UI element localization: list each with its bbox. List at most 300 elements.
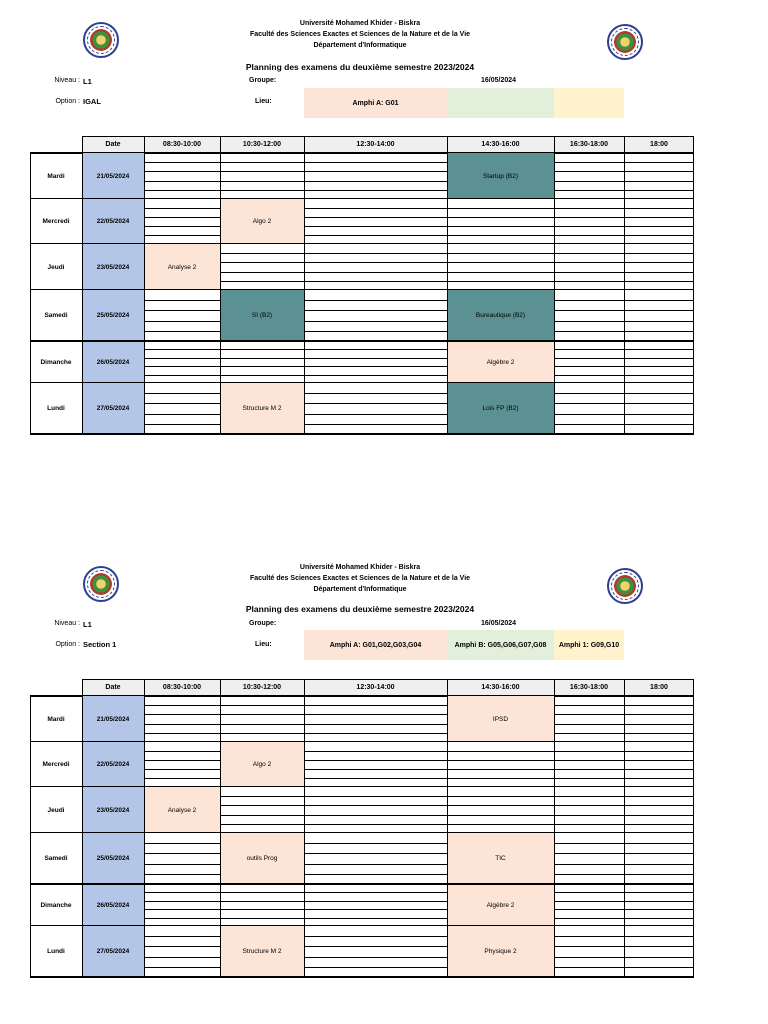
sub-row-line bbox=[554, 751, 624, 752]
sub-row-line bbox=[624, 805, 694, 806]
lieu-amphi-a: Amphi A: G01,G02,G03,G04 bbox=[304, 630, 447, 660]
sub-row-line bbox=[554, 321, 624, 322]
sub-row-line bbox=[624, 272, 694, 273]
sub-row-line bbox=[144, 358, 220, 359]
sub-row-line bbox=[447, 262, 554, 263]
sub-row-line bbox=[554, 946, 624, 947]
sub-row-line bbox=[624, 769, 694, 770]
exam-cell: Physique 2 bbox=[447, 926, 554, 977]
sub-row-line bbox=[624, 901, 694, 902]
row-separator bbox=[30, 925, 694, 926]
sub-row-line bbox=[304, 366, 447, 367]
sub-row-line bbox=[220, 349, 304, 350]
sub-row-line bbox=[624, 235, 694, 236]
sub-row-line bbox=[624, 892, 694, 893]
exam-cell: Algo 2 bbox=[220, 199, 304, 244]
sub-row-line bbox=[624, 967, 694, 968]
sub-row-line bbox=[624, 714, 694, 715]
sub-row-line bbox=[624, 310, 694, 311]
sub-row-line bbox=[220, 162, 304, 163]
day-date: 21/05/2024 bbox=[82, 153, 144, 199]
sub-row-line bbox=[304, 705, 447, 706]
sub-row-line bbox=[554, 936, 624, 937]
sub-row-line bbox=[304, 946, 447, 947]
sub-row-line bbox=[624, 760, 694, 761]
exam-cell: TIC bbox=[447, 833, 554, 884]
sub-row-line bbox=[554, 733, 624, 734]
sub-row-line bbox=[554, 349, 624, 350]
sub-row-line bbox=[554, 843, 624, 844]
university-logo-right-icon bbox=[607, 568, 643, 604]
sub-row-line bbox=[144, 366, 220, 367]
row-separator bbox=[30, 976, 694, 978]
column-border bbox=[82, 136, 83, 434]
sub-row-line bbox=[220, 181, 304, 182]
exam-schedule-table bbox=[30, 136, 694, 434]
day-date: 26/05/2024 bbox=[82, 884, 144, 926]
sub-row-line bbox=[304, 967, 447, 968]
department-name: Département d'Informatique bbox=[313, 42, 407, 49]
day-date: 25/05/2024 bbox=[82, 290, 144, 341]
column-border bbox=[304, 679, 305, 977]
sub-row-line bbox=[624, 208, 694, 209]
sub-row-line bbox=[144, 909, 220, 910]
sub-row-line bbox=[447, 815, 554, 816]
column-header: 08:30-10:00 bbox=[144, 136, 220, 153]
sub-row-line bbox=[554, 253, 624, 254]
column-border bbox=[447, 679, 448, 977]
column-header: 14:30-16:00 bbox=[447, 136, 554, 153]
exam-cell: SI (B2) bbox=[220, 290, 304, 341]
column-header: 12:30-14:00 bbox=[304, 136, 447, 153]
sub-row-line bbox=[144, 705, 220, 706]
sub-row-line bbox=[447, 824, 554, 825]
sub-row-line bbox=[220, 918, 304, 919]
page-title: Planning des examens du deuxième semestre 2023/2024 bbox=[245, 604, 475, 614]
row-separator bbox=[30, 289, 694, 290]
sub-row-line bbox=[554, 393, 624, 394]
sub-row-line bbox=[554, 769, 624, 770]
sub-row-line bbox=[304, 253, 447, 254]
sub-row-line bbox=[220, 815, 304, 816]
sub-row-line bbox=[624, 226, 694, 227]
sub-row-line bbox=[447, 208, 554, 209]
sub-row-line bbox=[624, 217, 694, 218]
sub-row-line bbox=[624, 918, 694, 919]
sub-row-line bbox=[220, 171, 304, 172]
sub-row-line bbox=[304, 393, 447, 394]
sub-row-line bbox=[624, 751, 694, 752]
sub-row-line bbox=[624, 366, 694, 367]
sub-row-line bbox=[144, 760, 220, 761]
sub-row-line bbox=[304, 874, 447, 875]
sub-row-line bbox=[304, 843, 447, 844]
page-title: Planning des examens du deuxième semestre 2023/2024 bbox=[245, 62, 475, 72]
sub-row-line bbox=[144, 403, 220, 404]
department-name: Département d'Informatique bbox=[313, 586, 407, 593]
sub-row-line bbox=[304, 403, 447, 404]
exam-cell: Structure M 2 bbox=[220, 926, 304, 977]
sub-row-line bbox=[304, 760, 447, 761]
schedule-block-2 bbox=[0, 544, 768, 984]
sub-row-line bbox=[554, 171, 624, 172]
sub-row-line bbox=[624, 778, 694, 779]
sub-row-line bbox=[144, 424, 220, 425]
sub-row-line bbox=[304, 235, 447, 236]
niveau-value: L1 bbox=[83, 620, 92, 629]
sub-row-line bbox=[447, 226, 554, 227]
exam-cell: Algèbre 2 bbox=[447, 884, 554, 926]
exam-cell: Bureautique (B2) bbox=[447, 290, 554, 341]
sub-row-line bbox=[304, 281, 447, 282]
sub-row-line bbox=[304, 171, 447, 172]
university-logo-left-icon bbox=[83, 22, 119, 58]
sub-row-line bbox=[144, 892, 220, 893]
day-date: 27/05/2024 bbox=[82, 926, 144, 977]
exam-cell: Analyse 2 bbox=[144, 244, 220, 290]
column-header: 16:30-18:00 bbox=[554, 679, 624, 696]
sub-row-line bbox=[220, 190, 304, 191]
sub-row-line bbox=[304, 190, 447, 191]
sub-row-line bbox=[624, 843, 694, 844]
column-border bbox=[30, 696, 31, 977]
sub-row-line bbox=[624, 414, 694, 415]
row-separator bbox=[30, 883, 694, 885]
column-border bbox=[693, 679, 694, 977]
option-value: IGAL bbox=[83, 97, 101, 106]
sub-row-line bbox=[624, 864, 694, 865]
sub-row-line bbox=[144, 310, 220, 311]
sub-row-line bbox=[304, 769, 447, 770]
sub-row-line bbox=[304, 957, 447, 958]
sub-row-line bbox=[144, 901, 220, 902]
sub-row-line bbox=[304, 853, 447, 854]
column-border bbox=[554, 136, 555, 434]
day-name: Mercredi bbox=[42, 761, 70, 768]
sub-row-line bbox=[144, 235, 220, 236]
sub-row-line bbox=[304, 217, 447, 218]
sub-row-line bbox=[624, 190, 694, 191]
lieu-amphi-1: Amphi 1: G09,G10 bbox=[554, 630, 624, 660]
sub-row-line bbox=[304, 815, 447, 816]
sub-row-line bbox=[144, 724, 220, 725]
sub-row-line bbox=[554, 375, 624, 376]
day-name: Samedi bbox=[44, 312, 68, 319]
sub-row-line bbox=[624, 358, 694, 359]
day-name: Jeudi bbox=[47, 806, 65, 814]
faculty-name: Faculté des Sciences Exactes et Sciences de la Nature et de la Vie bbox=[249, 31, 471, 38]
row-separator bbox=[30, 786, 694, 787]
column-header: 12:30-14:00 bbox=[304, 679, 447, 696]
sub-row-line bbox=[304, 796, 447, 797]
sub-row-line bbox=[144, 181, 220, 182]
sub-row-line bbox=[144, 393, 220, 394]
sub-row-line bbox=[304, 226, 447, 227]
sub-row-line bbox=[144, 733, 220, 734]
sub-row-line bbox=[304, 805, 447, 806]
sub-row-line bbox=[554, 967, 624, 968]
sub-row-line bbox=[220, 892, 304, 893]
sub-row-line bbox=[220, 901, 304, 902]
sub-row-line bbox=[144, 874, 220, 875]
sub-row-line bbox=[144, 967, 220, 968]
sub-row-line bbox=[220, 796, 304, 797]
sub-row-line bbox=[624, 393, 694, 394]
sub-row-line bbox=[220, 733, 304, 734]
sub-row-line bbox=[304, 724, 447, 725]
sub-row-line bbox=[144, 778, 220, 779]
university-name: Université Mohamed Khider - Biskra bbox=[299, 564, 421, 571]
day-name: Jeudi bbox=[47, 263, 65, 271]
document-date: 16/05/2024 bbox=[481, 77, 517, 84]
sub-row-line bbox=[144, 226, 220, 227]
sub-row-line bbox=[554, 778, 624, 779]
sub-row-line bbox=[624, 957, 694, 958]
document-date: 16/05/2024 bbox=[481, 620, 517, 627]
sub-row-line bbox=[304, 424, 447, 425]
sub-row-line bbox=[144, 946, 220, 947]
sub-row-line bbox=[304, 414, 447, 415]
column-header: 18:00 bbox=[624, 136, 694, 153]
sub-row-line bbox=[220, 824, 304, 825]
niveau-label: Niveau : bbox=[54, 77, 80, 84]
sub-row-line bbox=[304, 936, 447, 937]
lieu-row bbox=[0, 630, 768, 660]
day-name: Mardi bbox=[47, 715, 65, 723]
column-border bbox=[220, 679, 221, 977]
sub-row-line bbox=[624, 349, 694, 350]
university-logo-left-icon bbox=[83, 566, 119, 602]
sub-row-line bbox=[447, 769, 554, 770]
sub-row-line bbox=[447, 235, 554, 236]
row-separator bbox=[30, 832, 694, 833]
lieu-label: Lieu: bbox=[255, 98, 272, 105]
sub-row-line bbox=[144, 321, 220, 322]
sub-row-line bbox=[220, 272, 304, 273]
sub-row-line bbox=[144, 171, 220, 172]
sub-row-line bbox=[447, 796, 554, 797]
column-border bbox=[447, 136, 448, 434]
sub-row-line bbox=[554, 892, 624, 893]
option-label: Option : bbox=[55, 641, 80, 648]
sub-row-line bbox=[554, 226, 624, 227]
sub-row-line bbox=[304, 181, 447, 182]
sub-row-line bbox=[554, 300, 624, 301]
sub-row-line bbox=[554, 901, 624, 902]
sub-row-line bbox=[554, 815, 624, 816]
column-border bbox=[144, 136, 145, 434]
sub-row-line bbox=[144, 300, 220, 301]
sub-row-line bbox=[624, 300, 694, 301]
sub-row-line bbox=[304, 310, 447, 311]
sub-row-line bbox=[554, 724, 624, 725]
sub-row-line bbox=[220, 909, 304, 910]
sub-row-line bbox=[624, 946, 694, 947]
sub-row-line bbox=[554, 760, 624, 761]
exam-cell: Analyse 2 bbox=[144, 787, 220, 833]
niveau-label: Niveau : bbox=[54, 620, 80, 627]
column-border bbox=[220, 136, 221, 434]
sub-row-line bbox=[554, 262, 624, 263]
sub-row-line bbox=[304, 778, 447, 779]
column-border bbox=[144, 679, 145, 977]
sub-row-line bbox=[144, 918, 220, 919]
sub-row-line bbox=[554, 190, 624, 191]
sub-row-line bbox=[220, 262, 304, 263]
sub-row-line bbox=[447, 253, 554, 254]
sub-row-line bbox=[144, 375, 220, 376]
sub-row-line bbox=[554, 331, 624, 332]
day-name: Dimanche bbox=[40, 358, 72, 366]
day-date: 21/05/2024 bbox=[82, 696, 144, 742]
sub-row-line bbox=[554, 853, 624, 854]
header-top-border bbox=[82, 679, 694, 680]
sub-row-line bbox=[220, 805, 304, 806]
day-name: Lundi bbox=[47, 405, 65, 412]
column-header: 08:30-10:00 bbox=[144, 679, 220, 696]
sub-row-line bbox=[144, 864, 220, 865]
sub-row-line bbox=[304, 349, 447, 350]
column-header: 10:30-12:00 bbox=[220, 136, 304, 153]
sub-row-line bbox=[624, 262, 694, 263]
exam-cell: Algèbre 2 bbox=[447, 341, 554, 383]
sub-row-line bbox=[144, 936, 220, 937]
groupe-label: Groupe: bbox=[249, 77, 277, 84]
sub-row-line bbox=[554, 909, 624, 910]
exam-cell: Structure M 2 bbox=[220, 383, 304, 434]
sub-row-line bbox=[304, 300, 447, 301]
sub-row-line bbox=[144, 331, 220, 332]
sub-row-line bbox=[624, 181, 694, 182]
sub-row-line bbox=[144, 414, 220, 415]
sub-row-line bbox=[624, 733, 694, 734]
sub-row-line bbox=[304, 262, 447, 263]
column-border bbox=[624, 679, 625, 977]
sub-row-line bbox=[554, 281, 624, 282]
sub-row-line bbox=[554, 714, 624, 715]
sub-row-line bbox=[554, 824, 624, 825]
sub-row-line bbox=[624, 705, 694, 706]
sub-row-line bbox=[144, 162, 220, 163]
lieu-amphi-1 bbox=[554, 88, 624, 118]
sub-row-line bbox=[220, 724, 304, 725]
sub-row-line bbox=[554, 864, 624, 865]
sub-row-line bbox=[447, 760, 554, 761]
sub-row-line bbox=[554, 414, 624, 415]
university-logo-right-icon bbox=[607, 24, 643, 60]
row-separator bbox=[30, 741, 694, 742]
exam-cell: Algo 2 bbox=[220, 742, 304, 787]
sub-row-line bbox=[144, 957, 220, 958]
row-separator bbox=[30, 243, 694, 244]
sub-row-line bbox=[220, 366, 304, 367]
sub-row-line bbox=[554, 957, 624, 958]
sub-row-line bbox=[624, 171, 694, 172]
sub-row-line bbox=[554, 162, 624, 163]
sub-row-line bbox=[624, 874, 694, 875]
sub-row-line bbox=[554, 310, 624, 311]
sub-row-line bbox=[447, 217, 554, 218]
sub-row-line bbox=[144, 853, 220, 854]
sub-row-line bbox=[554, 181, 624, 182]
sub-row-line bbox=[554, 358, 624, 359]
sub-row-line bbox=[624, 403, 694, 404]
sub-row-line bbox=[144, 714, 220, 715]
sub-row-line bbox=[220, 358, 304, 359]
sub-row-line bbox=[624, 936, 694, 937]
sub-row-line bbox=[304, 892, 447, 893]
sub-row-line bbox=[304, 901, 447, 902]
sub-row-line bbox=[554, 424, 624, 425]
sub-row-line bbox=[624, 375, 694, 376]
sub-row-line bbox=[624, 815, 694, 816]
column-border bbox=[304, 136, 305, 434]
sub-row-line bbox=[624, 824, 694, 825]
sub-row-line bbox=[304, 909, 447, 910]
row-separator bbox=[30, 382, 694, 383]
sub-row-line bbox=[220, 375, 304, 376]
day-date: 27/05/2024 bbox=[82, 383, 144, 434]
sub-row-line bbox=[554, 918, 624, 919]
sub-row-line bbox=[220, 281, 304, 282]
sub-row-line bbox=[554, 403, 624, 404]
day-name: Mardi bbox=[47, 172, 65, 180]
sub-row-line bbox=[624, 331, 694, 332]
groupe-label: Groupe: bbox=[249, 620, 277, 627]
sub-row-line bbox=[554, 208, 624, 209]
sub-row-line bbox=[220, 705, 304, 706]
exam-cell: Lois FP (B2) bbox=[447, 383, 554, 434]
exam-schedule-table bbox=[30, 679, 694, 977]
sub-row-line bbox=[624, 909, 694, 910]
column-header: 16:30-18:00 bbox=[554, 136, 624, 153]
column-header: 14:30-16:00 bbox=[447, 679, 554, 696]
sub-row-line bbox=[304, 358, 447, 359]
exam-cell: Startup (B2) bbox=[447, 153, 554, 199]
day-date: 22/05/2024 bbox=[82, 742, 144, 787]
column-border bbox=[82, 679, 83, 977]
column-border bbox=[693, 136, 694, 434]
sub-row-line bbox=[554, 366, 624, 367]
exam-cell: IPSD bbox=[447, 696, 554, 742]
faculty-name: Faculté des Sciences Exactes et Sciences de la Nature et de la Vie bbox=[249, 575, 471, 582]
sub-row-line bbox=[304, 208, 447, 209]
sub-row-line bbox=[304, 331, 447, 332]
day-name: Mercredi bbox=[42, 218, 70, 225]
sub-row-line bbox=[304, 733, 447, 734]
day-date: 25/05/2024 bbox=[82, 833, 144, 884]
column-header: 10:30-12:00 bbox=[220, 679, 304, 696]
sub-row-line bbox=[304, 375, 447, 376]
sub-row-line bbox=[624, 281, 694, 282]
sub-row-line bbox=[220, 714, 304, 715]
column-border bbox=[624, 136, 625, 434]
sub-row-line bbox=[220, 253, 304, 254]
sub-row-line bbox=[447, 281, 554, 282]
sub-row-line bbox=[144, 217, 220, 218]
option-value: Section 1 bbox=[83, 640, 117, 649]
sub-row-line bbox=[554, 272, 624, 273]
day-name: Dimanche bbox=[40, 901, 72, 909]
day-name: Lundi bbox=[47, 948, 65, 955]
sub-row-line bbox=[554, 796, 624, 797]
sub-row-line bbox=[304, 321, 447, 322]
sub-row-line bbox=[624, 253, 694, 254]
sub-row-line bbox=[624, 724, 694, 725]
lieu-amphi-a: Amphi A: G01 bbox=[304, 88, 447, 118]
sub-row-line bbox=[554, 705, 624, 706]
option-label: Option : bbox=[55, 98, 80, 105]
